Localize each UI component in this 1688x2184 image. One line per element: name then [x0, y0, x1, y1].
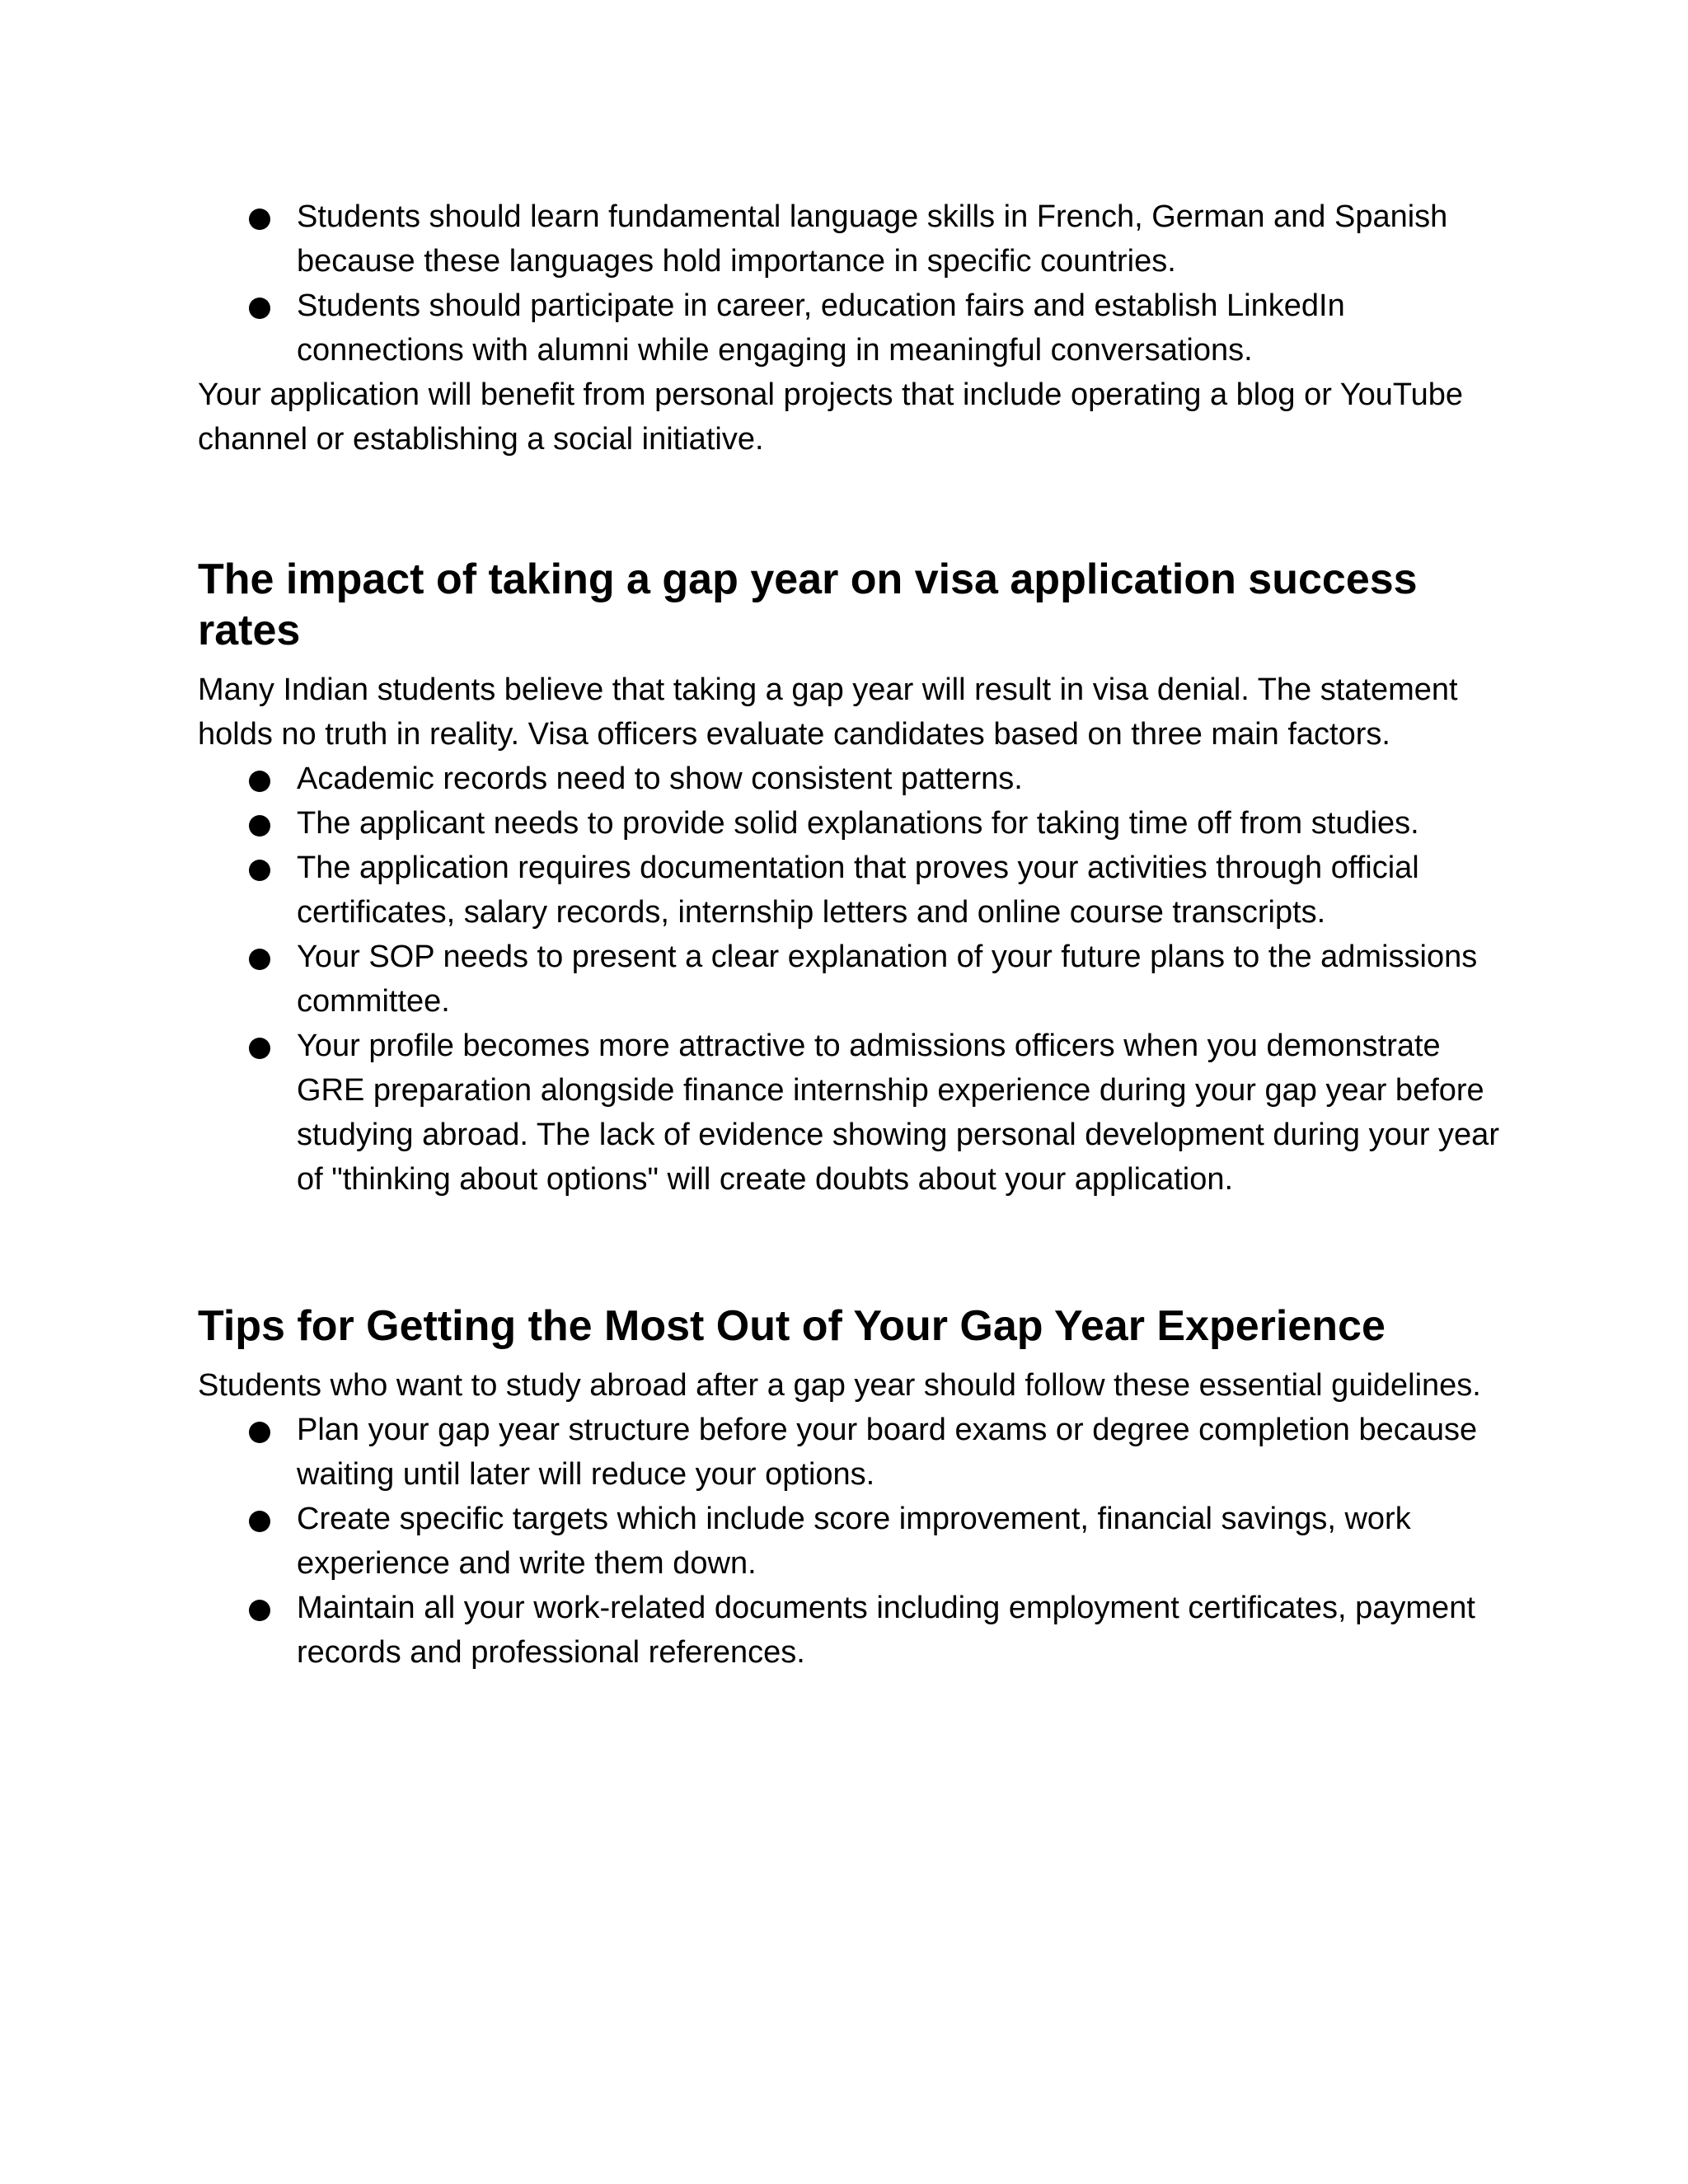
list-item-text: Your profile becomes more attractive to admissions officers when you demonstrate GRE preparation alongside finance internship experience during your gap year before studying abroad. The lack of evidence showing personal development during your year of "thinking about options" will create doubts about your application.	[297, 1029, 1499, 1197]
list-item-text: Create specific targets which include score improvement, financial savings, work experience and write them down.	[297, 1502, 1411, 1581]
list-item-text: Plan your gap year structure before your board exams or degree completion because waiting until later will reduce your options.	[297, 1413, 1478, 1492]
list-item	[198, 846, 1500, 935]
bullet-icon	[249, 949, 270, 970]
intro-bullet-list	[198, 194, 1500, 373]
tips-bullet-list	[198, 1408, 1500, 1675]
bullet-icon	[249, 298, 270, 319]
list-item	[198, 801, 1500, 846]
section-heading-tips: Tips for Getting the Most Out of Your Gap Year Experience	[198, 1302, 1386, 1350]
bullet-icon	[249, 1600, 270, 1621]
document-content	[198, 194, 1500, 1675]
list-item	[198, 1408, 1500, 1497]
section-paragraph-tips: Students who want to study abroad after a gap year should follow these essential guidelines.	[198, 1368, 1481, 1403]
bullet-icon	[249, 1511, 270, 1532]
bullet-icon	[249, 209, 270, 230]
bullet-icon	[249, 860, 270, 881]
list-item	[198, 935, 1500, 1024]
section-heading-visa: The impact of taking a gap year on visa application success rates	[198, 555, 1418, 654]
intro-paragraph: Your application will benefit from personal projects that include operating a blog or YouTube channel or establishing a social initiative.	[198, 377, 1464, 457]
list-item-text: Academic records need to show consistent patterns.	[297, 762, 1023, 796]
list-item	[198, 1024, 1500, 1202]
bullet-icon	[249, 1422, 270, 1443]
list-item	[198, 284, 1500, 373]
bullet-icon	[249, 1038, 270, 1059]
bullet-icon	[249, 771, 270, 792]
list-item-text: Students should learn fundamental language skills in French, German and Spanish because these languages hold importance in specific countries.	[297, 199, 1448, 279]
list-item	[198, 1586, 1500, 1675]
section-paragraph-visa: Many Indian students believe that taking a gap year will result in visa denial. The statement holds no truth in reality. Visa officers evaluate candidates based on three main factors.	[198, 673, 1458, 752]
visa-bullet-list	[198, 757, 1500, 1202]
list-item-text: Students should participate in career, education fairs and establish LinkedIn connections with alumni while engaging in meaningful conversations.	[297, 288, 1345, 368]
list-item-text: Maintain all your work-related documents including employment certificates, payment records and professional references.	[297, 1591, 1475, 1670]
list-item	[198, 757, 1500, 801]
list-item-text: Your SOP needs to present a clear explanation of your future plans to the admissions committee.	[297, 940, 1478, 1019]
list-item	[198, 1497, 1500, 1586]
list-item-text: The application requires documentation that proves your activities through official certificates, salary records, internship letters and online course transcripts.	[297, 851, 1419, 930]
bullet-icon	[249, 815, 270, 837]
list-item-text: The applicant needs to provide solid explanations for taking time off from studies.	[297, 806, 1419, 841]
list-item	[198, 194, 1500, 284]
